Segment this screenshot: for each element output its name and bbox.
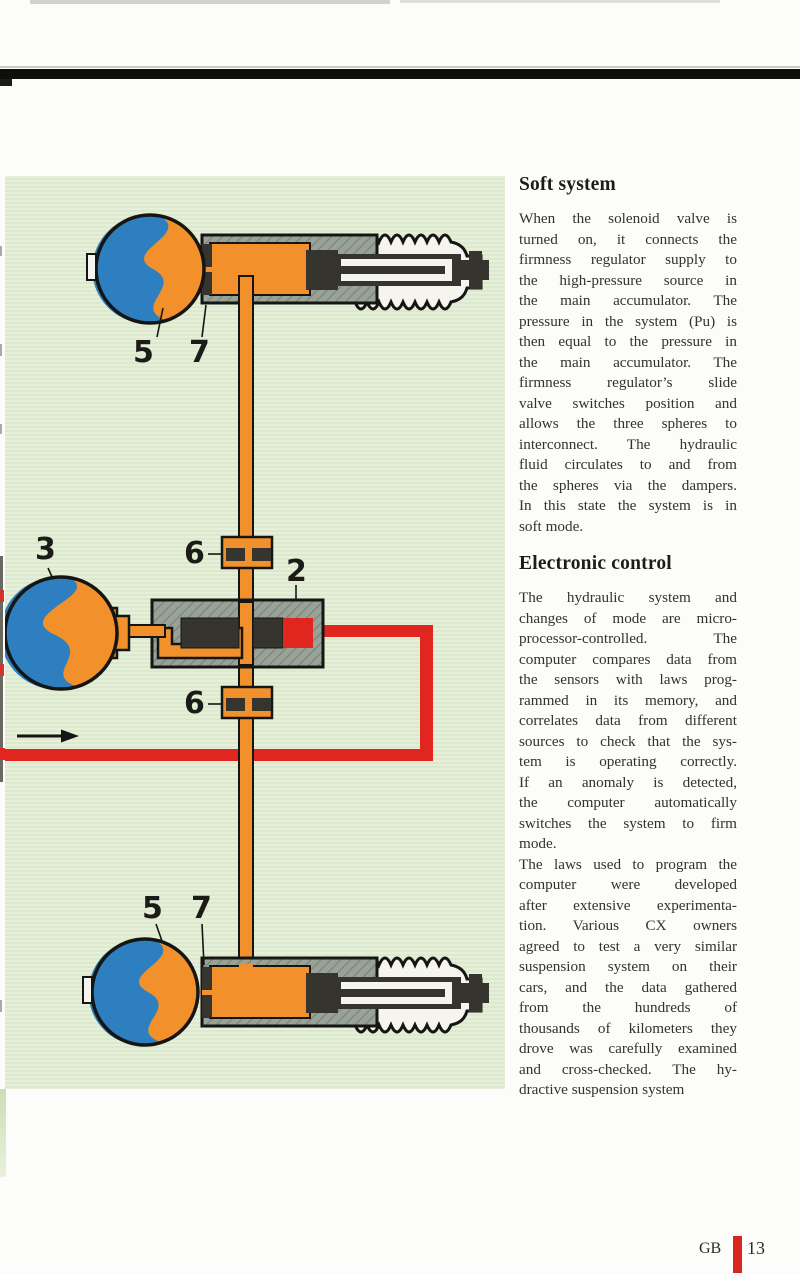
text-line: In this state the system is in [519,497,737,514]
text-line: When the solenoid valve is [519,210,737,227]
text-line: firmness regulator’s slide [519,374,737,391]
piston-rod-top [333,254,461,286]
suspension-strut-bottom [202,958,489,1032]
damper-block [202,967,212,990]
text-line: dractive suspension system [519,1081,685,1098]
text-line: the main accumulator. The [519,292,737,309]
text-line: fluid circulates to and from [519,456,737,473]
text-line: sources to check that the sys- [519,732,737,750]
hydraulic-diagram [5,176,505,1089]
text-line: and cross-checked. The hy- [519,1060,737,1078]
label-accumulator: 3 [35,532,56,567]
text-line: the spheres via the dampers. [519,476,737,494]
section-heading: Soft system [519,174,616,195]
label-damper-top: 7 [189,335,210,370]
text-line: The laws used to program the [519,855,737,873]
sphere-accumulator [5,577,129,689]
text-line: the computer automatically [519,794,737,811]
slide-valve-red-end [283,618,313,648]
binding-mark [0,344,2,356]
scan-artifact [400,0,720,3]
scan-artifact [30,0,390,4]
page-edge-red-mark [0,664,4,676]
text-line: the sensors with laws prog- [519,671,737,688]
header-rule-nub [0,79,12,86]
text-line: the high-pressure source in [519,271,737,289]
page-edge-red-mark [0,590,4,602]
binding-mark [0,246,2,256]
sphere-top [87,215,204,323]
header-hairline [0,66,800,68]
damper-mid-bottom [222,687,272,718]
text-line: the main accumulator. The [519,353,737,371]
text-line: firmness regulator supply to [519,251,737,268]
footer-region-code: GB [699,1240,722,1257]
header-rule [0,69,800,79]
text-line: turned on, it connects the [519,230,737,248]
rod-end-cross-top [469,251,482,289]
text-line: from the hundreds of [519,999,737,1016]
text-line: processor-controlled. The [519,630,737,647]
label-damper-mid-top: 6 [184,536,205,571]
section-electronic-control [519,553,737,1101]
text-line: cars, and the data gathered [519,978,737,996]
text-line: The hydraulic system and [519,589,737,606]
hydraulic-diagram-panel [5,176,505,1089]
text-line: correlates data from different [519,712,737,729]
label-damper-bottom: 7 [191,891,212,926]
text-line: drove was carefully examined [519,1040,737,1057]
flow-arrow-icon [17,730,79,743]
slide-valve [181,618,239,648]
binding-mark [0,424,2,434]
text-line: changes of mode are micro- [519,609,737,627]
text-line: tion. Various CX owners [519,917,737,934]
label-regulator: 2 [286,554,307,589]
firmness-regulator [103,600,323,667]
binding-mark [0,1000,2,1012]
footer-red-bar [733,1236,742,1273]
piston-rod-bottom [333,977,461,1009]
text-line: allows the three spheres to [519,415,737,432]
text-line: computer compares data from [519,650,737,668]
text-line: pressure in the system (Pu) is [519,312,737,330]
article-column [519,174,737,1101]
text-line: mode. [519,835,557,852]
slide-valve [253,618,283,648]
fluid-chamber-bottom [210,966,310,1018]
text-line: valve switches position and [519,394,737,412]
text-line: switches the system to firm [519,814,737,832]
text-line: interconnect. The hydraulic [519,435,737,453]
damper-block [202,995,212,1018]
text-line: suspension system on their [519,958,737,975]
text-line: after extensive experimenta- [519,896,737,914]
text-line: agreed to test a very similar [519,937,737,955]
section-heading: Electronic control [519,553,672,574]
label-sphere-bottom: 5 [142,891,163,926]
fluid-chamber-top [210,243,310,295]
text-line: rammed in its memory, and [519,691,737,709]
text-line: soft mode. [519,517,584,535]
section-soft-system [519,174,737,537]
sphere-bottom [83,939,198,1045]
paragraph [519,855,737,1101]
text-line: then equal to the pressure in [519,333,737,350]
sphere-valve [83,977,92,1003]
rod-end-cross-bottom [469,974,482,1012]
text-line: If an anomaly is detected, [519,773,737,791]
page-edge-green-mark [0,1089,6,1177]
text-line: tem is operating correctly. [519,753,737,770]
sphere-valve [87,254,96,280]
label-sphere-top: 5 [133,335,154,370]
footer-page-number: 13 [747,1238,765,1258]
paragraph [519,588,737,855]
text-line: computer were developed [519,876,737,893]
text-line: thousands of kilometers they [519,1019,737,1037]
damper-mid-top [222,537,272,568]
paragraph [519,209,737,537]
label-damper-mid-bot: 6 [184,686,205,721]
